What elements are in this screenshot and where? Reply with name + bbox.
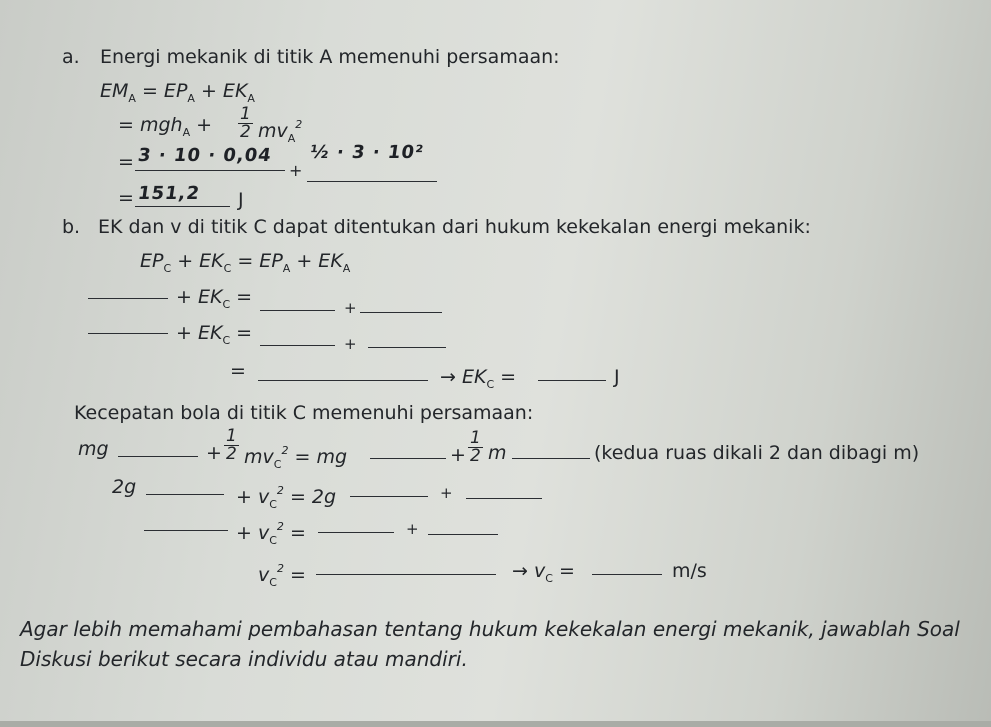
answer-line — [88, 333, 168, 334]
speed-plus2: + — [450, 444, 466, 466]
part-a-eq2-tail: $mv_A^2$ — [258, 118, 303, 145]
speed-plus3: + — [440, 484, 453, 502]
answer-line — [428, 534, 498, 535]
page-bottom-edge — [0, 721, 991, 727]
answer-line — [360, 312, 442, 313]
unit-ms: m/s — [672, 560, 707, 582]
part-a-eq4-eq: = — [118, 187, 134, 209]
answer-line — [370, 458, 446, 459]
speed-plus4: + — [406, 520, 419, 538]
half-fraction-b: $\frac{1}{2}$ — [226, 426, 237, 464]
answer-line — [350, 496, 428, 497]
row2-ekc: + $EK_C$ = — [176, 322, 253, 347]
speed-intro: Kecepatan bola di titik C memenuhi persamaan: — [74, 402, 534, 424]
speed-plus1: + — [206, 442, 222, 464]
answer-line — [260, 310, 335, 311]
half-fraction-c: $\frac{1}{2}$ — [470, 428, 481, 466]
answer-line — [260, 345, 335, 346]
answer-line — [258, 380, 428, 381]
answer-line — [307, 181, 437, 182]
answer-line — [466, 498, 542, 499]
arrow-ekc: → $EK_C$ = — [440, 366, 517, 391]
part-a-eq2: = mgh$_A$ + — [118, 114, 213, 139]
speed-m: m — [488, 442, 507, 464]
answer-line — [88, 298, 168, 299]
speed-plus-vc2: + $v_C^2 = 2g$ — [236, 484, 337, 511]
handwritten-result: 151,2 — [136, 183, 202, 204]
part-b-intro: EK dan v di titik C dapat ditentukan dari hukum kekekalan energi mekanik: — [98, 216, 811, 238]
answer-line — [318, 532, 394, 533]
answer-line — [512, 458, 590, 459]
part-b-marker: b. — [62, 216, 81, 238]
speed-mg: mg — [78, 438, 109, 460]
answer-line — [146, 494, 224, 495]
part-a-marker: a. — [62, 46, 80, 68]
speed-note: (kedua ruas dikali 2 dan dibagi m) — [594, 442, 920, 464]
handwritten-term1: 3 · 10 · 0,04 — [136, 145, 274, 166]
row1-plus: + — [344, 299, 357, 317]
part-b-eq1: $EP_C + EK_C = EP_A + EK_A$ — [140, 250, 351, 275]
unit-j: J — [614, 366, 620, 388]
part-a-eq3-plus: + — [289, 161, 303, 180]
part-a-unit: J — [238, 189, 244, 211]
eq2-prefix: = mgh — [118, 114, 183, 136]
answer-line — [144, 530, 228, 531]
answer-line — [592, 574, 662, 575]
handwritten-term2: ½ · 3 · 10² — [308, 142, 426, 163]
part-a-eq3-eq: = — [118, 151, 134, 173]
half-fraction-a: $\frac{1}{2}$ — [240, 104, 251, 142]
part-a-intro: Energi mekanik di titik A memenuhi persamaan: — [100, 46, 560, 68]
row2-plus: + — [344, 335, 357, 353]
answer-line — [118, 456, 198, 457]
arrow-vc: → $v_C$ = — [512, 560, 575, 585]
answer-line — [538, 380, 606, 381]
part-a-eq1: $EM_A = EP_A + EK_A$ — [100, 80, 255, 105]
answer-line — [368, 347, 446, 348]
speed-vc2-row4: $v_C^2$ = — [258, 562, 306, 589]
speed-2g: 2g — [112, 476, 137, 498]
speed-mvc2: $mv_C^2$ = mg — [244, 444, 348, 471]
speed-vc2-row3: + $v_C^2$ = — [236, 520, 306, 547]
answer-line — [135, 170, 285, 171]
closing-paragraph: Agar lebih memahami pembahasan tentang hukum kekekalan energi mekanik, jawablah Soal Diskusi berikut secara individu atau mandiri. — [20, 617, 960, 671]
row1-ekc: + $EK_C$ = — [176, 286, 253, 311]
row3-eq: = — [230, 360, 246, 382]
answer-line — [135, 206, 230, 207]
answer-line — [316, 574, 496, 575]
